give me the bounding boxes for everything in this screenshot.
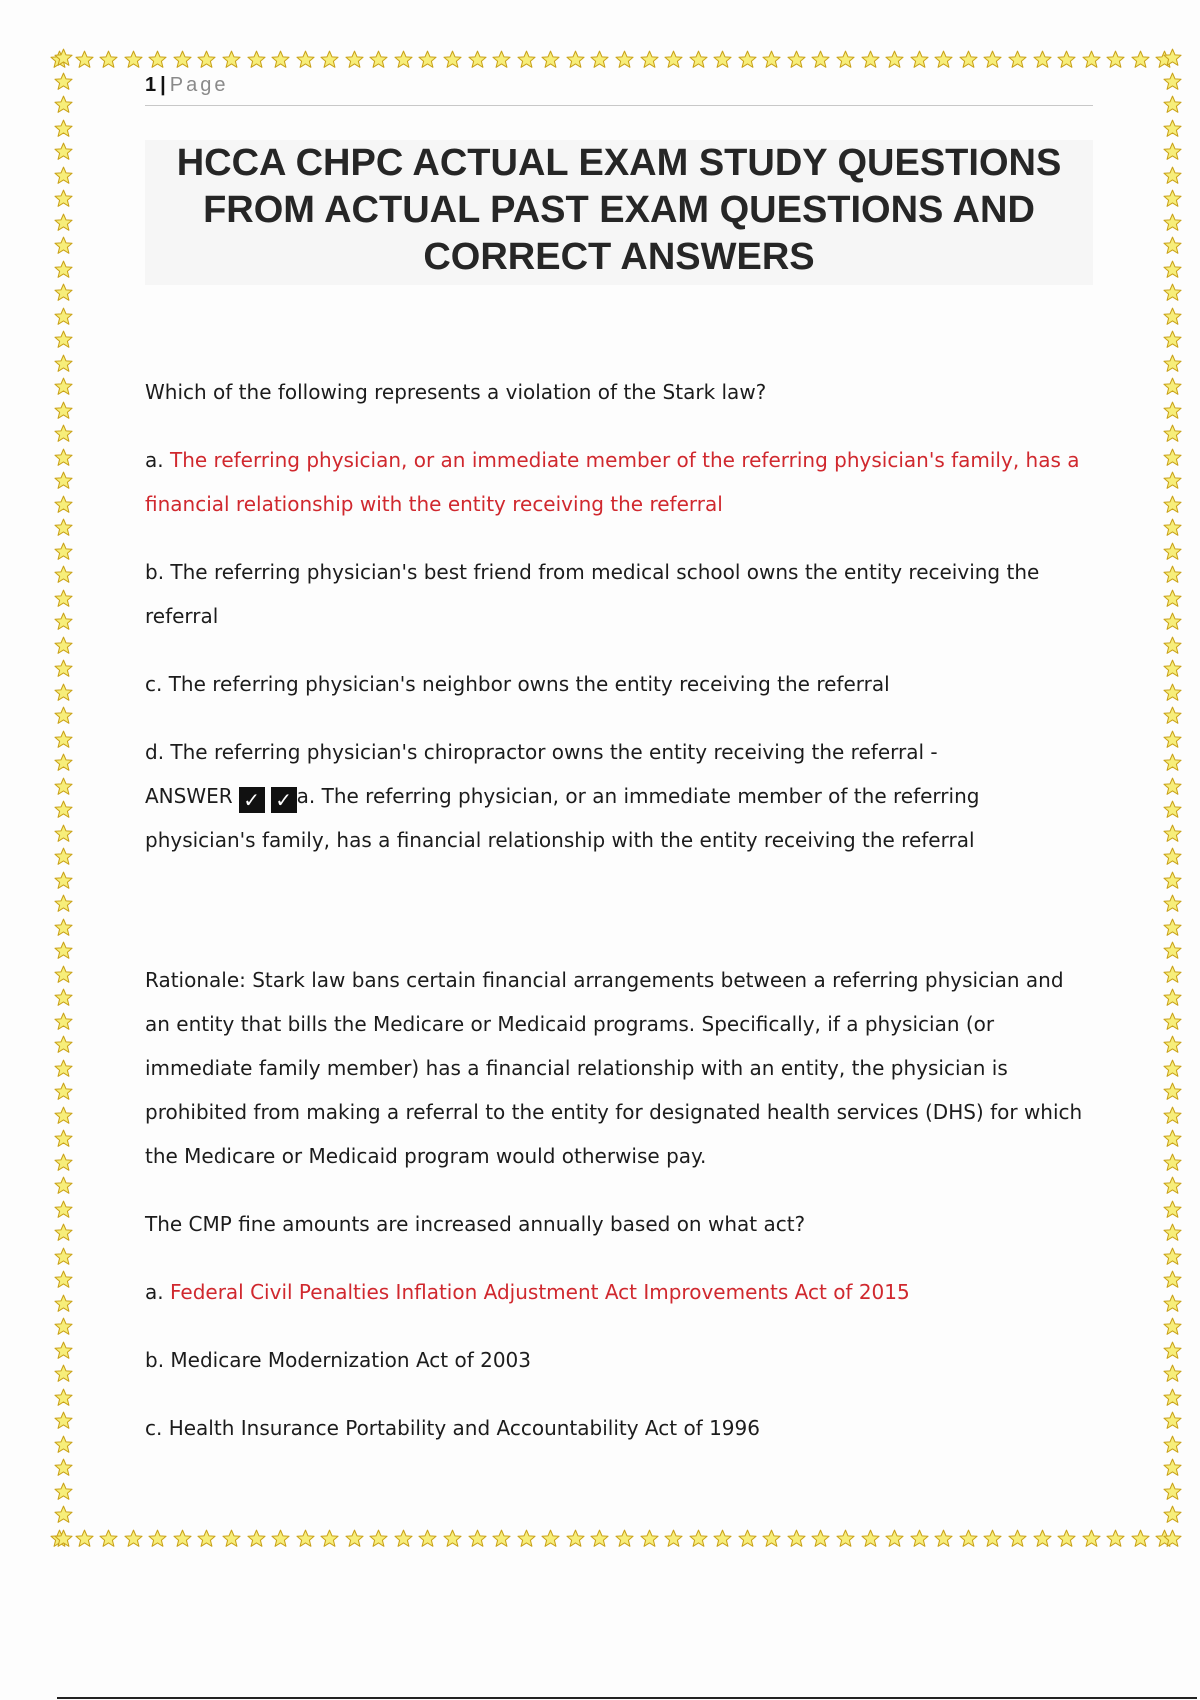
star-icon: [640, 1529, 659, 1548]
star-icon: [885, 1529, 904, 1548]
star-icon: [983, 50, 1002, 69]
star-icon: [1163, 1482, 1182, 1501]
star-icon: [54, 1270, 73, 1289]
star-icon: [468, 50, 487, 69]
star-icon: [1163, 236, 1182, 255]
star-icon: [54, 1294, 73, 1313]
star-icon: [54, 1035, 73, 1054]
star-icon: [1163, 213, 1182, 232]
star-icon: [418, 50, 437, 69]
star-icon: [148, 1529, 167, 1548]
star-icon: [1163, 1505, 1182, 1524]
star-icon: [75, 50, 94, 69]
star-icon: [541, 50, 560, 69]
star-icon: [345, 50, 364, 69]
star-icon: [1163, 401, 1182, 420]
star-icon: [54, 377, 73, 396]
star-icon: [54, 1082, 73, 1101]
star-icon: [1163, 260, 1182, 279]
star-icon: [99, 50, 118, 69]
question-2-option-b: b. Medicare Modernization Act of 2003: [145, 1348, 531, 1372]
star-icon: [590, 1529, 609, 1548]
star-icon: [54, 330, 73, 349]
question-2-stem: The CMP fine amounts are increased annually based on what act?: [145, 1212, 806, 1236]
star-icon: [1163, 1082, 1182, 1101]
option-a-prefix: a.: [145, 1280, 170, 1304]
star-icon: [1163, 330, 1182, 349]
star-icon: [1131, 50, 1150, 69]
star-icon: [443, 50, 462, 69]
star-icon: [1163, 377, 1182, 396]
star-icon: [811, 50, 830, 69]
star-icon: [296, 1529, 315, 1548]
star-icon: [1163, 119, 1182, 138]
star-icon: [1033, 50, 1052, 69]
question-2-option-a: [145, 1270, 1093, 1314]
star-icon: [1163, 495, 1182, 514]
star-icon: [1163, 847, 1182, 866]
star-icon: [54, 283, 73, 302]
star-icon: [54, 612, 73, 631]
star-icon: [1008, 1529, 1027, 1548]
star-icon: [394, 1529, 413, 1548]
answer-text: a. The referring physician, or an immediate member of the referring physician's family, has a financial relationship with the entity receiving the referral: [145, 784, 980, 852]
star-icon: [1163, 1435, 1182, 1454]
star-icon: [1163, 1153, 1182, 1172]
star-icon: [54, 1505, 73, 1524]
header-divider: [145, 105, 1093, 106]
star-icon: [197, 50, 216, 69]
star-icon: [54, 1458, 73, 1477]
star-icon: [54, 471, 73, 490]
star-icon: [54, 354, 73, 373]
star-icon: [345, 1529, 364, 1548]
star-icon: [1082, 50, 1101, 69]
title-line-2: FROM ACTUAL PAST EXAM QUESTIONS AND: [203, 189, 1035, 231]
star-icon: [54, 1059, 73, 1078]
star-border-right: [1159, 48, 1185, 1548]
star-icon: [1163, 753, 1182, 772]
page-number: [145, 74, 228, 97]
question-1-option-a: [145, 438, 1093, 526]
star-icon: [54, 565, 73, 584]
star-icon: [1163, 354, 1182, 373]
star-icon: [1163, 871, 1182, 890]
star-icon: [934, 50, 953, 69]
star-icon: [443, 1529, 462, 1548]
check-icon: ✓: [239, 787, 265, 813]
star-icon: [885, 50, 904, 69]
star-icon: [1163, 612, 1182, 631]
star-icon: [1163, 283, 1182, 302]
star-icon: [54, 659, 73, 678]
star-icon: [54, 730, 73, 749]
star-icon: [713, 1529, 732, 1548]
option-a-prefix: a.: [145, 448, 170, 472]
title-line-1: HCCA CHPC ACTUAL EXAM STUDY QUESTIONS: [176, 142, 1062, 184]
star-icon: [54, 894, 73, 913]
star-icon: [148, 50, 167, 69]
star-icon: [54, 1341, 73, 1360]
star-icon: [492, 1529, 511, 1548]
star-icon: [271, 50, 290, 69]
star-icon: [54, 1129, 73, 1148]
star-icon: [836, 50, 855, 69]
star-icon: [1163, 1059, 1182, 1078]
star-icon: [738, 50, 757, 69]
star-icon: [54, 1364, 73, 1383]
star-icon: [369, 1529, 388, 1548]
star-icon: [566, 50, 585, 69]
star-icon: [959, 1529, 978, 1548]
star-icon: [54, 1153, 73, 1172]
star-icon: [1163, 307, 1182, 326]
star-icon: [1163, 824, 1182, 843]
star-icon: [836, 1529, 855, 1548]
star-icon: [54, 636, 73, 655]
star-icon: [517, 1529, 536, 1548]
star-icon: [1163, 1200, 1182, 1219]
star-icon: [787, 50, 806, 69]
star-icon: [1163, 1364, 1182, 1383]
star-icon: [910, 50, 929, 69]
star-icon: [1163, 1035, 1182, 1054]
star-icon: [1106, 50, 1125, 69]
star-icon: [54, 1482, 73, 1501]
star-icon: [1163, 142, 1182, 161]
star-icon: [689, 1529, 708, 1548]
star-icon: [54, 683, 73, 702]
star-icon: [1131, 1529, 1150, 1548]
star-icon: [1163, 424, 1182, 443]
star-icon: [54, 1529, 73, 1548]
question-1-option-b: b. The referring physician's best friend from medical school owns the entity receiving the referral: [145, 560, 1040, 628]
star-icon: [99, 1529, 118, 1548]
star-icon: [247, 1529, 266, 1548]
star-icon: [1163, 706, 1182, 725]
footer-rule: [57, 1697, 1197, 1699]
star-icon: [590, 50, 609, 69]
star-icon: [54, 542, 73, 561]
star-icon: [1163, 471, 1182, 490]
star-icon: [1163, 518, 1182, 537]
star-icon: [1008, 50, 1027, 69]
star-icon: [566, 1529, 585, 1548]
star-icon: [54, 965, 73, 984]
star-icon: [54, 307, 73, 326]
star-icon: [1163, 1388, 1182, 1407]
star-icon: [1163, 1294, 1182, 1313]
star-icon: [54, 236, 73, 255]
star-icon: [1163, 95, 1182, 114]
star-icon: [1163, 1223, 1182, 1242]
star-icon: [1163, 636, 1182, 655]
question-1-answer: [145, 774, 1093, 862]
star-icon: [1163, 72, 1182, 91]
star-icon: [1057, 1529, 1076, 1548]
star-icon: [1163, 659, 1182, 678]
star-icon: [54, 1388, 73, 1407]
star-icon: [1163, 1411, 1182, 1430]
star-icon: [54, 1435, 73, 1454]
star-icon: [222, 1529, 241, 1548]
star-icon: [959, 50, 978, 69]
star-icon: [1163, 730, 1182, 749]
star-icon: [418, 1529, 437, 1548]
star-border-top: [50, 46, 1175, 72]
star-icon: [54, 1411, 73, 1430]
star-icon: [394, 50, 413, 69]
star-icon: [1163, 918, 1182, 937]
star-icon: [664, 50, 683, 69]
star-icon: [762, 1529, 781, 1548]
star-icon: [124, 50, 143, 69]
document-title: [145, 140, 1093, 285]
star-icon: [54, 1106, 73, 1125]
star-icon: [54, 777, 73, 796]
star-icon: [54, 401, 73, 420]
star-icon: [1082, 1529, 1101, 1548]
star-icon: [173, 1529, 192, 1548]
star-icon: [54, 424, 73, 443]
star-icon: [1163, 941, 1182, 960]
star-icon: [296, 50, 315, 69]
star-icon: [54, 847, 73, 866]
star-icon: [54, 48, 73, 67]
star-icon: [54, 706, 73, 725]
star-icon: [271, 1529, 290, 1548]
page-number-separator: |: [160, 74, 166, 96]
star-icon: [54, 988, 73, 1007]
star-icon: [54, 871, 73, 890]
star-icon: [75, 1529, 94, 1548]
star-icon: [320, 50, 339, 69]
star-icon: [54, 941, 73, 960]
star-icon: [54, 1223, 73, 1242]
star-icon: [910, 1529, 929, 1548]
document-body: [145, 370, 1093, 1450]
star-icon: [1163, 800, 1182, 819]
star-icon: [1163, 48, 1182, 67]
question-2-option-c: c. Health Insurance Portability and Accountability Act of 1996: [145, 1416, 760, 1440]
star-icon: [615, 1529, 634, 1548]
star-icon: [1163, 589, 1182, 608]
star-icon: [54, 753, 73, 772]
star-icon: [173, 50, 192, 69]
star-icon: [54, 189, 73, 208]
star-icon: [1163, 1529, 1182, 1548]
star-icon: [54, 1317, 73, 1336]
star-icon: [664, 1529, 683, 1548]
star-icon: [54, 260, 73, 279]
star-icon: [1033, 1529, 1052, 1548]
star-icon: [54, 1200, 73, 1219]
star-icon: [861, 50, 880, 69]
star-icon: [1163, 1106, 1182, 1125]
star-border-bottom: [50, 1525, 1175, 1551]
star-icon: [54, 142, 73, 161]
star-icon: [54, 518, 73, 537]
star-icon: [1163, 565, 1182, 584]
star-icon: [1163, 1317, 1182, 1336]
star-icon: [54, 589, 73, 608]
answer-label: ANSWER: [145, 784, 233, 808]
star-icon: [54, 213, 73, 232]
star-icon: [1163, 1270, 1182, 1289]
star-icon: [1163, 1458, 1182, 1477]
title-line-3: CORRECT ANSWERS: [423, 236, 815, 278]
option-a-correct-text: The referring physician, or an immediate member of the referring physician's family, has a financial relationship with the entity receiving the referral: [145, 448, 1080, 516]
star-icon: [738, 1529, 757, 1548]
option-a-correct-text: Federal Civil Penalties Inflation Adjustment Act Improvements Act of 2015: [169, 1280, 910, 1304]
star-icon: [222, 50, 241, 69]
rationale: Rationale: Stark law bans certain financial arrangements between a referring physician and an entity that bills the Medicare or Medicaid programs. Specifically, if a physician (or immediate family member) has a financial relationship with an entity, the physician is prohibited from making a referral to the entity for designated health services (DHS) for which the Medicare or Medicaid program would otherwise pay.: [145, 968, 1083, 1168]
star-icon: [54, 95, 73, 114]
star-icon: [54, 918, 73, 937]
star-icon: [1163, 1176, 1182, 1195]
star-icon: [934, 1529, 953, 1548]
star-icon: [1163, 166, 1182, 185]
star-icon: [54, 1176, 73, 1195]
star-icon: [713, 50, 732, 69]
star-icon: [54, 824, 73, 843]
star-icon: [1106, 1529, 1125, 1548]
check-icon: ✓: [271, 787, 297, 813]
star-icon: [1163, 1012, 1182, 1031]
star-icon: [197, 1529, 216, 1548]
star-icon: [54, 800, 73, 819]
star-icon: [689, 50, 708, 69]
star-icon: [124, 1529, 143, 1548]
star-icon: [541, 1529, 560, 1548]
page-number-value: 1: [145, 74, 157, 96]
star-icon: [369, 50, 388, 69]
star-icon: [861, 1529, 880, 1548]
star-icon: [54, 448, 73, 467]
star-icon: [54, 1012, 73, 1031]
star-icon: [615, 50, 634, 69]
star-icon: [517, 50, 536, 69]
question-1-stem: Which of the following represents a violation of the Stark law?: [145, 380, 767, 404]
star-icon: [320, 1529, 339, 1548]
star-icon: [1163, 189, 1182, 208]
star-border-left: [50, 48, 76, 1548]
star-icon: [1163, 1247, 1182, 1266]
page-word: Page: [169, 74, 229, 96]
star-icon: [1163, 965, 1182, 984]
star-icon: [54, 1247, 73, 1266]
star-icon: [54, 72, 73, 91]
star-icon: [54, 495, 73, 514]
star-icon: [1163, 1341, 1182, 1360]
star-icon: [811, 1529, 830, 1548]
star-icon: [983, 1529, 1002, 1548]
star-icon: [1163, 777, 1182, 796]
star-icon: [787, 1529, 806, 1548]
star-icon: [640, 50, 659, 69]
question-1-option-c: c. The referring physician's neighbor owns the entity receiving the referral: [145, 672, 890, 696]
star-icon: [247, 50, 266, 69]
star-icon: [1163, 683, 1182, 702]
star-icon: [54, 119, 73, 138]
star-icon: [492, 50, 511, 69]
question-1-option-d: d. The referring physician's chiropractor owns the entity receiving the referral -: [145, 740, 938, 764]
star-icon: [1057, 50, 1076, 69]
star-icon: [1163, 894, 1182, 913]
star-icon: [1163, 542, 1182, 561]
star-icon: [54, 166, 73, 185]
star-icon: [1163, 988, 1182, 1007]
star-icon: [1163, 448, 1182, 467]
star-icon: [468, 1529, 487, 1548]
star-icon: [1163, 1129, 1182, 1148]
star-icon: [762, 50, 781, 69]
